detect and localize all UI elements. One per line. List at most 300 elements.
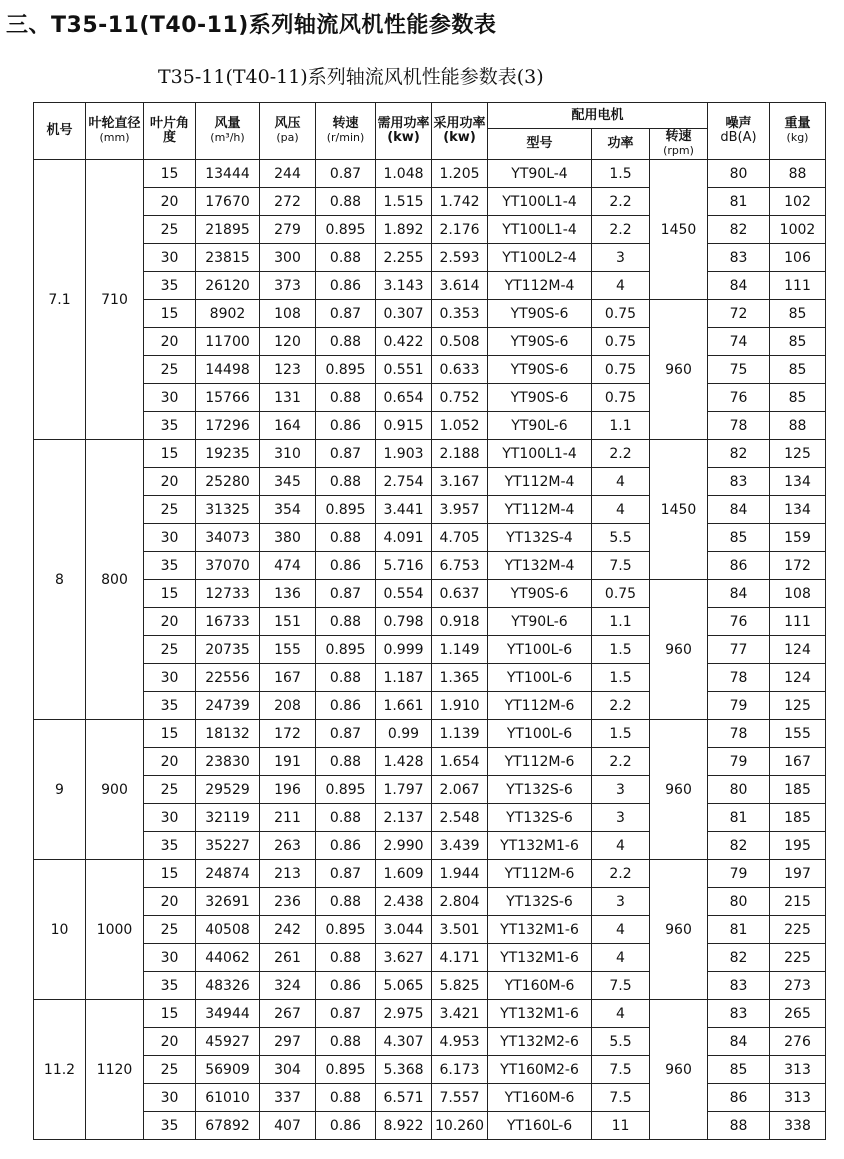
cell-used-power: 0.508 (432, 328, 488, 356)
cell-motor-speed: 1450 (650, 160, 708, 300)
cell-weight: 125 (770, 692, 826, 720)
cell-required-power: 1.797 (376, 776, 432, 804)
cell-weight: 197 (770, 860, 826, 888)
cell-noise: 85 (708, 1056, 770, 1084)
cell-pressure: 167 (260, 664, 316, 692)
cell-used-power: 6.173 (432, 1056, 488, 1084)
cell-noise: 82 (708, 216, 770, 244)
table-row (34, 188, 826, 216)
cell-air-volume: 34944 (196, 1000, 260, 1028)
cell-motor-model: YT90L-6 (488, 412, 592, 440)
cell-weight: 88 (770, 412, 826, 440)
page-heading: 三、T35-11(T40-11)系列轴流风机性能参数表 (6, 13, 497, 38)
cell-used-power: 3.501 (432, 916, 488, 944)
cell-pressure: 380 (260, 524, 316, 552)
table-row (34, 748, 826, 776)
cell-used-power: 2.593 (432, 244, 488, 272)
cell-pressure: 131 (260, 384, 316, 412)
cell-speed: 0.88 (316, 384, 376, 412)
header-weight-unit: (kg) (786, 131, 809, 144)
cell-blade-angle: 20 (144, 608, 196, 636)
cell-weight: 273 (770, 972, 826, 1000)
cell-air-volume: 44062 (196, 944, 260, 972)
cell-blade-angle: 15 (144, 300, 196, 328)
cell-speed: 0.88 (316, 468, 376, 496)
cell-motor-speed: 1450 (650, 440, 708, 580)
cell-blade-angle: 25 (144, 776, 196, 804)
cell-blade-angle: 30 (144, 524, 196, 552)
cell-speed: 0.88 (316, 188, 376, 216)
cell-used-power: 1.205 (432, 160, 488, 188)
cell-used-power: 1.139 (432, 720, 488, 748)
table-row (34, 972, 826, 1000)
cell-required-power: 5.368 (376, 1056, 432, 1084)
cell-used-power: 3.614 (432, 272, 488, 300)
cell-speed: 0.86 (316, 832, 376, 860)
cell-pressure: 211 (260, 804, 316, 832)
cell-impeller-diameter: 1000 (86, 860, 144, 1000)
cell-required-power: 0.554 (376, 580, 432, 608)
cell-air-volume: 31325 (196, 496, 260, 524)
cell-noise: 83 (708, 972, 770, 1000)
cell-motor-power: 2.2 (592, 440, 650, 468)
cell-motor-power: 2.2 (592, 692, 650, 720)
cell-noise: 80 (708, 160, 770, 188)
cell-blade-angle: 30 (144, 944, 196, 972)
cell-motor-power: 7.5 (592, 1056, 650, 1084)
cell-pressure: 196 (260, 776, 316, 804)
cell-weight: 155 (770, 720, 826, 748)
header-weight (770, 103, 826, 160)
cell-motor-model: YT132S-4 (488, 524, 592, 552)
cell-impeller-diameter: 900 (86, 720, 144, 860)
cell-air-volume: 56909 (196, 1056, 260, 1084)
cell-speed: 0.88 (316, 1028, 376, 1056)
cell-speed: 0.88 (316, 328, 376, 356)
header-speed-label: 转速 (332, 116, 359, 131)
cell-used-power: 3.421 (432, 1000, 488, 1028)
cell-pressure: 172 (260, 720, 316, 748)
header-pressure (260, 103, 316, 160)
cell-air-volume: 45927 (196, 1028, 260, 1056)
cell-speed: 0.86 (316, 1112, 376, 1140)
table-row (34, 1112, 826, 1140)
table-row (34, 300, 826, 328)
cell-required-power: 4.091 (376, 524, 432, 552)
cell-speed: 0.86 (316, 272, 376, 300)
header-speed (316, 103, 376, 160)
cell-motor-power: 2.2 (592, 216, 650, 244)
cell-pressure: 324 (260, 972, 316, 1000)
cell-air-volume: 16733 (196, 608, 260, 636)
cell-used-power: 0.633 (432, 356, 488, 384)
header-noise-unit: dB(A) (720, 130, 757, 145)
cell-motor-power: 4 (592, 832, 650, 860)
cell-blade-angle: 30 (144, 384, 196, 412)
table-row (34, 888, 826, 916)
cell-weight: 276 (770, 1028, 826, 1056)
cell-weight: 167 (770, 748, 826, 776)
cell-speed: 0.88 (316, 664, 376, 692)
cell-weight: 338 (770, 1112, 826, 1140)
table-row (34, 440, 826, 468)
cell-speed: 0.87 (316, 440, 376, 468)
cell-motor-model: YT90S-6 (488, 300, 592, 328)
cell-speed: 0.895 (316, 776, 376, 804)
cell-required-power: 0.999 (376, 636, 432, 664)
cell-motor-power: 2.2 (592, 860, 650, 888)
cell-blade-angle: 20 (144, 888, 196, 916)
table-body (34, 160, 826, 1140)
cell-pressure: 474 (260, 552, 316, 580)
cell-motor-speed: 960 (650, 860, 708, 1000)
table-row (34, 496, 826, 524)
cell-used-power: 5.825 (432, 972, 488, 1000)
cell-blade-angle: 25 (144, 496, 196, 524)
table-title: T35-11(T40-11)系列轴流风机性能参数表(3) (158, 66, 544, 88)
table-row (34, 776, 826, 804)
cell-noise: 88 (708, 1112, 770, 1140)
header-impeller-diameter-label: 叶轮直径 (88, 116, 141, 131)
cell-pressure: 272 (260, 188, 316, 216)
performance-table-container (33, 102, 826, 1140)
cell-air-volume: 40508 (196, 916, 260, 944)
table-row (34, 412, 826, 440)
header-speed-unit: (r/min) (326, 131, 365, 144)
cell-speed: 0.88 (316, 748, 376, 776)
cell-impeller-diameter: 1120 (86, 1000, 144, 1140)
cell-motor-power: 1.1 (592, 608, 650, 636)
cell-speed: 0.87 (316, 300, 376, 328)
performance-table (33, 102, 826, 1140)
header-motor-speed-label: 转速 (665, 129, 692, 145)
cell-motor-model: YT132M1-6 (488, 1000, 592, 1028)
cell-motor-model: YT132M2-6 (488, 1028, 592, 1056)
cell-air-volume: 13444 (196, 160, 260, 188)
cell-motor-model: YT100L2-4 (488, 244, 592, 272)
cell-noise: 84 (708, 496, 770, 524)
cell-machine-no: 7.1 (34, 160, 86, 440)
cell-used-power: 0.918 (432, 608, 488, 636)
cell-noise: 81 (708, 916, 770, 944)
cell-noise: 82 (708, 832, 770, 860)
cell-noise: 83 (708, 244, 770, 272)
cell-machine-no: 9 (34, 720, 86, 860)
table-row (34, 552, 826, 580)
cell-blade-angle: 30 (144, 804, 196, 832)
header-required-power: 需用功率 (kw) (376, 103, 432, 160)
cell-required-power: 0.915 (376, 412, 432, 440)
cell-noise: 79 (708, 692, 770, 720)
cell-required-power: 0.798 (376, 608, 432, 636)
cell-blade-angle: 15 (144, 1000, 196, 1028)
cell-noise: 83 (708, 1000, 770, 1028)
cell-motor-power: 4 (592, 468, 650, 496)
cell-pressure: 191 (260, 748, 316, 776)
header-motor: 配用电机 (488, 103, 708, 129)
cell-weight: 159 (770, 524, 826, 552)
cell-air-volume: 25280 (196, 468, 260, 496)
cell-noise: 85 (708, 524, 770, 552)
cell-motor-power: 11 (592, 1112, 650, 1140)
cell-motor-model: YT132M-4 (488, 552, 592, 580)
cell-required-power: 3.441 (376, 496, 432, 524)
cell-pressure: 407 (260, 1112, 316, 1140)
cell-pressure: 300 (260, 244, 316, 272)
cell-used-power: 4.705 (432, 524, 488, 552)
cell-speed: 0.87 (316, 860, 376, 888)
cell-blade-angle: 30 (144, 244, 196, 272)
cell-blade-angle: 25 (144, 356, 196, 384)
cell-air-volume: 35227 (196, 832, 260, 860)
cell-speed: 0.88 (316, 944, 376, 972)
cell-motor-model: YT160M2-6 (488, 1056, 592, 1084)
cell-impeller-diameter: 710 (86, 160, 144, 440)
cell-required-power: 5.716 (376, 552, 432, 580)
cell-used-power: 3.439 (432, 832, 488, 860)
cell-required-power: 1.048 (376, 160, 432, 188)
cell-speed: 0.86 (316, 692, 376, 720)
cell-required-power: 3.044 (376, 916, 432, 944)
cell-used-power: 1.910 (432, 692, 488, 720)
cell-noise: 75 (708, 356, 770, 384)
cell-noise: 74 (708, 328, 770, 356)
cell-motor-power: 7.5 (592, 972, 650, 1000)
cell-motor-model: YT132S-6 (488, 776, 592, 804)
cell-blade-angle: 15 (144, 160, 196, 188)
cell-pressure: 120 (260, 328, 316, 356)
table-row (34, 804, 826, 832)
cell-motor-model: YT132S-6 (488, 804, 592, 832)
cell-air-volume: 23830 (196, 748, 260, 776)
cell-required-power: 0.422 (376, 328, 432, 356)
table-row (34, 328, 826, 356)
cell-used-power: 0.752 (432, 384, 488, 412)
cell-pressure: 164 (260, 412, 316, 440)
cell-used-power: 2.548 (432, 804, 488, 832)
cell-air-volume: 11700 (196, 328, 260, 356)
cell-pressure: 136 (260, 580, 316, 608)
cell-noise: 80 (708, 888, 770, 916)
cell-blade-angle: 30 (144, 1084, 196, 1112)
cell-machine-no: 11.2 (34, 1000, 86, 1140)
cell-required-power: 8.922 (376, 1112, 432, 1140)
cell-required-power: 1.609 (376, 860, 432, 888)
cell-speed: 0.88 (316, 608, 376, 636)
cell-speed: 0.88 (316, 888, 376, 916)
cell-pressure: 297 (260, 1028, 316, 1056)
cell-required-power: 1.903 (376, 440, 432, 468)
cell-air-volume: 19235 (196, 440, 260, 468)
cell-blade-angle: 20 (144, 188, 196, 216)
cell-air-volume: 24874 (196, 860, 260, 888)
cell-motor-model: YT90L-4 (488, 160, 592, 188)
cell-motor-power: 4 (592, 496, 650, 524)
cell-noise: 81 (708, 188, 770, 216)
cell-motor-power: 5.5 (592, 1028, 650, 1056)
cell-blade-angle: 15 (144, 720, 196, 748)
cell-used-power: 1.365 (432, 664, 488, 692)
cell-motor-power: 7.5 (592, 552, 650, 580)
cell-weight: 85 (770, 328, 826, 356)
cell-machine-no: 10 (34, 860, 86, 1000)
cell-blade-angle: 25 (144, 636, 196, 664)
cell-motor-model: YT90S-6 (488, 580, 592, 608)
cell-required-power: 2.975 (376, 1000, 432, 1028)
cell-speed: 0.86 (316, 972, 376, 1000)
cell-weight: 106 (770, 244, 826, 272)
cell-blade-angle: 20 (144, 748, 196, 776)
cell-required-power: 6.571 (376, 1084, 432, 1112)
cell-noise: 78 (708, 720, 770, 748)
cell-used-power: 4.953 (432, 1028, 488, 1056)
cell-weight: 102 (770, 188, 826, 216)
cell-noise: 78 (708, 412, 770, 440)
cell-required-power: 1.661 (376, 692, 432, 720)
table-row (34, 356, 826, 384)
header-motor-model: 型号 (488, 129, 592, 160)
cell-pressure: 213 (260, 860, 316, 888)
cell-air-volume: 32119 (196, 804, 260, 832)
cell-air-volume: 37070 (196, 552, 260, 580)
cell-air-volume: 29529 (196, 776, 260, 804)
cell-air-volume: 22556 (196, 664, 260, 692)
table-row (34, 524, 826, 552)
cell-required-power: 0.654 (376, 384, 432, 412)
cell-motor-model: YT100L-6 (488, 720, 592, 748)
cell-noise: 84 (708, 272, 770, 300)
header-noise (708, 103, 770, 160)
cell-motor-power: 1.5 (592, 664, 650, 692)
cell-pressure: 345 (260, 468, 316, 496)
cell-weight: 134 (770, 468, 826, 496)
cell-motor-power: 1.5 (592, 636, 650, 664)
cell-motor-power: 0.75 (592, 300, 650, 328)
cell-required-power: 2.137 (376, 804, 432, 832)
cell-weight: 195 (770, 832, 826, 860)
cell-weight: 172 (770, 552, 826, 580)
cell-blade-angle: 35 (144, 692, 196, 720)
cell-pressure: 244 (260, 160, 316, 188)
cell-motor-model: YT90S-6 (488, 384, 592, 412)
cell-air-volume: 48326 (196, 972, 260, 1000)
cell-motor-power: 1.5 (592, 720, 650, 748)
cell-motor-model: YT160L-6 (488, 1112, 592, 1140)
table-row (34, 720, 826, 748)
cell-air-volume: 23815 (196, 244, 260, 272)
cell-motor-power: 1.1 (592, 412, 650, 440)
cell-speed: 0.88 (316, 524, 376, 552)
cell-blade-angle: 35 (144, 272, 196, 300)
cell-required-power: 0.551 (376, 356, 432, 384)
cell-motor-power: 2.2 (592, 188, 650, 216)
cell-used-power: 0.353 (432, 300, 488, 328)
cell-pressure: 373 (260, 272, 316, 300)
cell-motor-model: YT112M-4 (488, 468, 592, 496)
cell-weight: 111 (770, 608, 826, 636)
cell-weight: 185 (770, 776, 826, 804)
cell-required-power: 4.307 (376, 1028, 432, 1056)
cell-weight: 225 (770, 944, 826, 972)
cell-motor-power: 2.2 (592, 748, 650, 776)
cell-motor-model: YT90S-6 (488, 356, 592, 384)
cell-blade-angle: 35 (144, 832, 196, 860)
header-air-volume-unit: (m³/h) (210, 131, 245, 144)
cell-speed: 0.86 (316, 412, 376, 440)
cell-speed: 0.87 (316, 580, 376, 608)
cell-speed: 0.88 (316, 804, 376, 832)
cell-noise: 80 (708, 776, 770, 804)
cell-blade-angle: 25 (144, 216, 196, 244)
header-motor-speed-unit: (rpm) (663, 144, 694, 158)
header-noise-label: 噪声 (725, 116, 752, 131)
cell-used-power: 2.176 (432, 216, 488, 244)
cell-weight: 313 (770, 1084, 826, 1112)
cell-used-power: 10.260 (432, 1112, 488, 1140)
cell-air-volume: 61010 (196, 1084, 260, 1112)
cell-weight: 85 (770, 356, 826, 384)
cell-motor-model: YT90S-6 (488, 328, 592, 356)
cell-blade-angle: 20 (144, 328, 196, 356)
cell-blade-angle: 15 (144, 860, 196, 888)
cell-weight: 125 (770, 440, 826, 468)
cell-motor-power: 0.75 (592, 328, 650, 356)
header-motor-speed (650, 129, 708, 160)
cell-used-power: 7.557 (432, 1084, 488, 1112)
cell-required-power: 1.187 (376, 664, 432, 692)
cell-pressure: 267 (260, 1000, 316, 1028)
cell-noise: 86 (708, 552, 770, 580)
cell-speed: 0.87 (316, 160, 376, 188)
table-row (34, 1000, 826, 1028)
cell-speed: 0.87 (316, 720, 376, 748)
cell-blade-angle: 35 (144, 412, 196, 440)
cell-noise: 78 (708, 664, 770, 692)
table-row (34, 944, 826, 972)
cell-pressure: 242 (260, 916, 316, 944)
cell-air-volume: 34073 (196, 524, 260, 552)
table-row (34, 1084, 826, 1112)
cell-weight: 85 (770, 300, 826, 328)
cell-used-power: 0.637 (432, 580, 488, 608)
cell-weight: 108 (770, 580, 826, 608)
cell-pressure: 236 (260, 888, 316, 916)
table-row (34, 160, 826, 188)
cell-speed: 0.88 (316, 244, 376, 272)
cell-weight: 111 (770, 272, 826, 300)
cell-motor-power: 0.75 (592, 384, 650, 412)
cell-pressure: 208 (260, 692, 316, 720)
table-row (34, 244, 826, 272)
cell-pressure: 155 (260, 636, 316, 664)
cell-air-volume: 18132 (196, 720, 260, 748)
cell-weight: 1002 (770, 216, 826, 244)
cell-speed: 0.88 (316, 1084, 376, 1112)
cell-speed: 0.895 (316, 356, 376, 384)
cell-speed: 0.895 (316, 1056, 376, 1084)
cell-required-power: 2.438 (376, 888, 432, 916)
cell-used-power: 2.188 (432, 440, 488, 468)
cell-motor-model: YT100L1-4 (488, 440, 592, 468)
cell-required-power: 3.143 (376, 272, 432, 300)
cell-used-power: 1.654 (432, 748, 488, 776)
cell-weight: 313 (770, 1056, 826, 1084)
table-row (34, 608, 826, 636)
cell-motor-power: 3 (592, 244, 650, 272)
header-air-volume-label: 风量 (214, 116, 241, 131)
header-blade-angle: 叶片角度 (144, 103, 196, 160)
cell-air-volume: 24739 (196, 692, 260, 720)
